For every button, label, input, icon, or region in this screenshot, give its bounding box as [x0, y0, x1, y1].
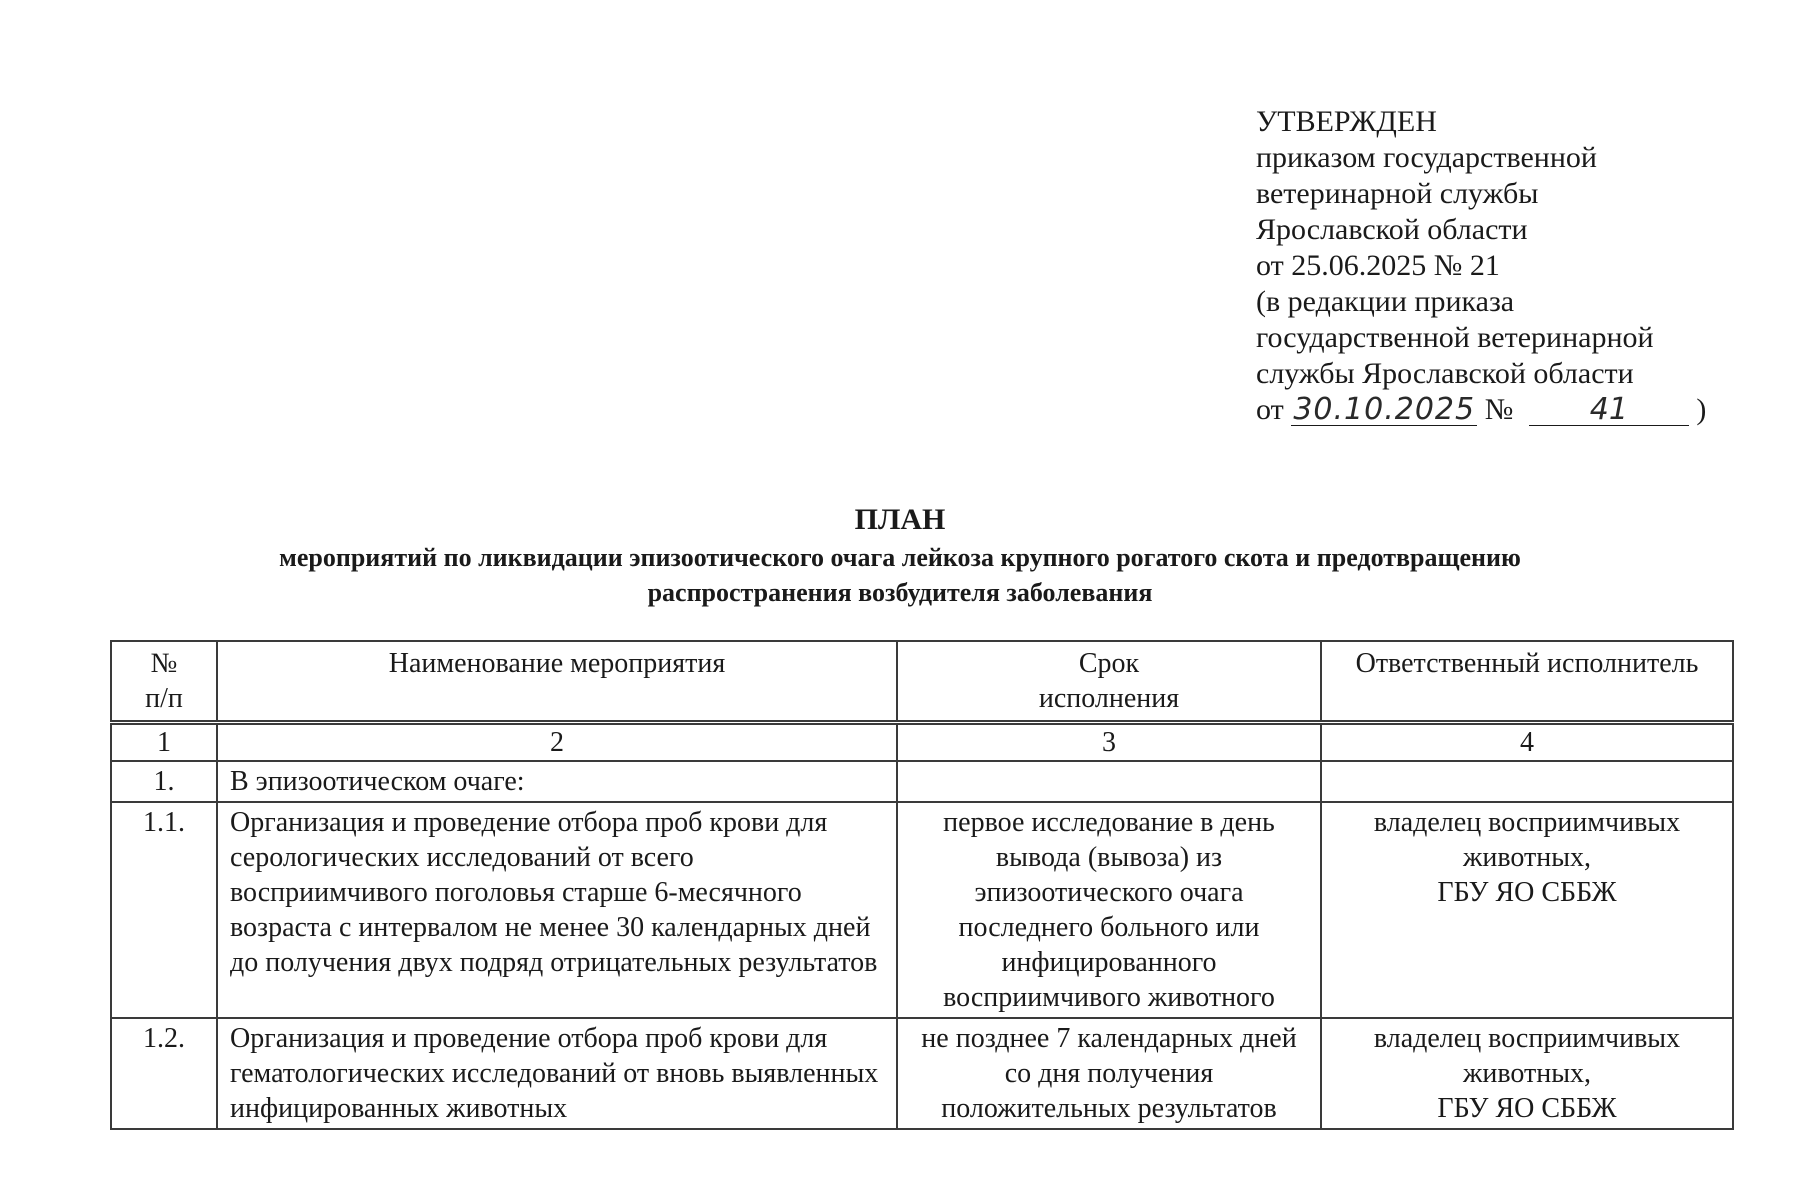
- header-num-line-2: п/п: [145, 683, 183, 714]
- row-term: первое исследование в день вывода (вывоза) из эпизоотического очага последнего больного или инфицированного восприимчивого животного: [897, 802, 1321, 1018]
- row-responsible: [1321, 802, 1733, 1018]
- approval-line-4: от 25.06.2025 № 21: [1256, 249, 1500, 282]
- responsible-line-1: владелец восприимчивых животных,: [1373, 807, 1681, 873]
- approval-line-2: ветеринарной службы: [1256, 177, 1539, 210]
- header-responsible: Ответственный исполнитель: [1321, 641, 1733, 723]
- number-label: №: [1484, 393, 1514, 426]
- row-num: 1.: [111, 761, 217, 802]
- closing-paren: ): [1696, 393, 1707, 426]
- row-responsible: [1321, 761, 1733, 802]
- approval-line-5: (в редакции приказа: [1256, 285, 1515, 318]
- document-subtitle-line-2: распространения возбудителя заболевания: [647, 578, 1153, 607]
- column-number-1: 1: [111, 723, 217, 762]
- document-title-block: [100, 502, 1700, 610]
- plan-table: [110, 640, 1734, 1130]
- column-number-3: 3: [897, 723, 1321, 762]
- header-num: [111, 641, 217, 723]
- handwritten-number: 41: [1529, 395, 1689, 426]
- responsible-line-1: владелец восприимчивых животных,: [1373, 1023, 1681, 1089]
- row-num: 1.1.: [111, 802, 217, 1018]
- from-label: от: [1256, 393, 1284, 426]
- approval-heading: УТВЕРЖДЕН: [1256, 105, 1437, 138]
- row-responsible: [1321, 1018, 1733, 1129]
- approval-line-6: государственной ветеринарной: [1256, 321, 1654, 354]
- handwritten-date: 30.10.2025: [1291, 395, 1477, 426]
- responsible-line-2: ГБУ ЯО СББЖ: [1437, 1093, 1617, 1124]
- header-num-line-1: №: [150, 648, 178, 679]
- column-number-4: 4: [1321, 723, 1733, 762]
- table-row: [111, 802, 1733, 1018]
- row-term: не позднее 7 календарных дней со дня получения положительных результатов: [897, 1018, 1321, 1129]
- responsible-line-2: ГБУ ЯО СББЖ: [1437, 877, 1617, 908]
- header-term-line-1: Срок: [1078, 648, 1140, 679]
- approval-block: [1256, 104, 1716, 428]
- table-header-row: [111, 641, 1733, 723]
- approval-line-1: приказом государственной: [1256, 141, 1597, 174]
- header-term-line-2: исполнения: [1038, 683, 1180, 714]
- header-term: [897, 641, 1321, 723]
- table-row: [111, 761, 1733, 802]
- header-name: Наименование мероприятия: [217, 641, 897, 723]
- column-number-2: 2: [217, 723, 897, 762]
- row-name: В эпизоотическом очаге:: [217, 761, 897, 802]
- document-subtitle-line-1: мероприятий по ликвидации эпизоотического очага лейкоза крупного рогатого скота и предотвращению: [279, 543, 1521, 572]
- approval-line-7: службы Ярославской области: [1256, 357, 1634, 390]
- row-name: Организация и проведение отбора проб крови для гематологических исследований от вновь выявленных инфицированных животных: [217, 1018, 897, 1129]
- approval-line-3: Ярославской области: [1256, 213, 1528, 246]
- row-num: 1.2.: [111, 1018, 217, 1129]
- table-row: [111, 1018, 1733, 1129]
- row-name: Организация и проведение отбора проб крови для серологических исследований от всего восприимчивого поголовья старше 6-месячного возраста с интервалом не менее 30 календарных дней до получения двух подряд отрицательных результатов: [217, 802, 897, 1018]
- document-title: ПЛАН: [854, 503, 946, 536]
- approval-amendment-line: [1256, 393, 1706, 426]
- column-number-row: [111, 723, 1733, 762]
- row-term: [897, 761, 1321, 802]
